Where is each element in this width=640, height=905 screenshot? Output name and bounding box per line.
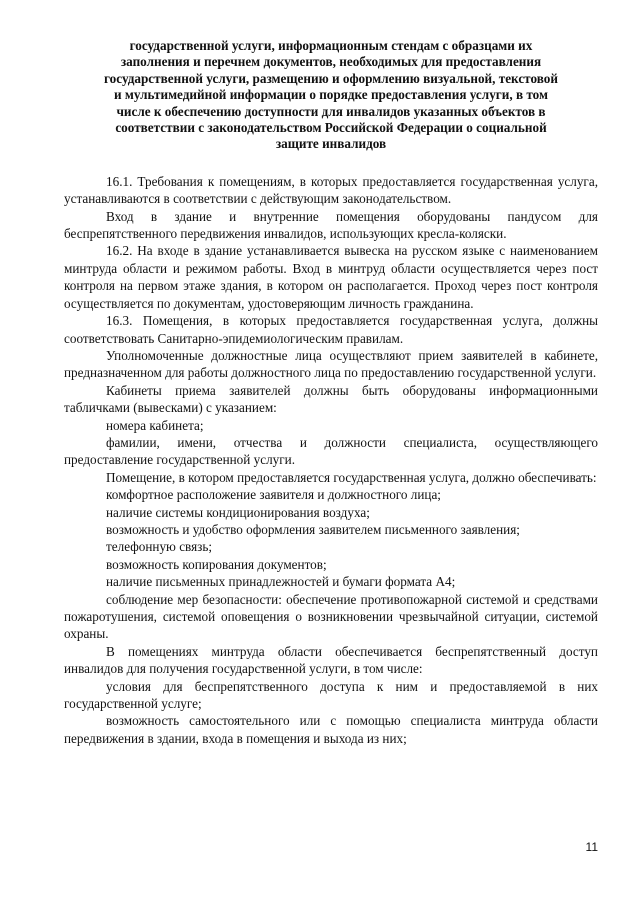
heading-line: защите инвалидов	[275, 136, 387, 152]
list-item: возможность и удобство оформления заявителем письменного заявления;	[106, 521, 520, 537]
list-item: комфортное расположение заявителя и должностного лица;	[106, 487, 441, 503]
list-item: номера кабинета;	[106, 417, 204, 433]
list-item: возможность копирования документов;	[106, 556, 327, 572]
paragraph: Уполномоченные должностные лица осуществляют прием заявителей в кабинете, предназначенном для работы должностного лица по предоставлению государственной услуги.	[64, 347, 598, 381]
list-item: телефонную связь;	[106, 539, 213, 555]
list-item: наличие системы кондиционирования воздуха;	[106, 504, 370, 520]
list-item: возможность самостоятельного или с помощью специалиста минтруда области передвижения в здании, входа в помещения и выхода из них;	[64, 713, 598, 746]
section-heading	[64, 38, 598, 153]
document-body	[64, 173, 598, 747]
heading-line: государственной услуги, информационным стендам с образцами их	[129, 38, 533, 53]
heading-line: заполнения и перечнем документов, необходимых для предоставления	[120, 54, 542, 70]
heading-line: соответствии с законодательством Российской Федерации о социальной	[115, 120, 547, 136]
paragraph-16-2: 16.2. На входе в здание устанавливается вывеска на русском языке с наименованием минтруда области и режимом работы. Вход в минтруд области осуществляется через пост контроля на первом этаже здания, в котором он располагается. Проход через пост контроля осуществляется по документам, удостоверяющим личность гражданина.	[64, 243, 598, 311]
heading-line: числе к обеспечению доступности для инвалидов указанных объектов в	[116, 103, 546, 119]
list-item: наличие письменных принадлежностей и бумаги формата А4;	[106, 574, 456, 590]
paragraph-16-3: 16.3. Помещения, в которых предоставляется государственная услуга, должны соответствовать Санитарно-эпидемиологическим правилам.	[64, 313, 598, 346]
paragraph: Помещение, в котором предоставляется государственная услуга, должно обеспечивать:	[106, 469, 597, 485]
page-number: 11	[585, 840, 598, 854]
paragraph: Кабинеты приема заявителей должны быть оборудованы информационными табличками (вывесками) с указанием:	[64, 382, 598, 416]
list-item: условия для беспрепятственного доступа к ним и предоставляемой в них государственной услуге;	[64, 678, 598, 712]
list-item: фамилии, имени, отчества и должности специалиста, осуществляющего предоставление государственной услуги.	[64, 434, 598, 468]
paragraph: В помещениях минтруда области обеспечивается беспрепятственный доступ инвалидов для получения государственной услуги, в том числе:	[64, 643, 598, 677]
heading-line: государственной услуги, размещению и оформлению визуальной, текстовой	[104, 70, 558, 86]
heading-line: и мультимедийной информации о порядке предоставления услуги, в том	[113, 87, 549, 103]
paragraph: Вход в здание и внутренние помещения оборудованы пандусом для беспрепятственного передвижения инвалидов, использующих кресла-коляски.	[64, 208, 598, 242]
paragraph-16-1: 16.1. Требования к помещениям, в которых предоставляется государственная услуга, устанавливаются в соответствии с действующим законодательством.	[64, 173, 598, 207]
list-item: соблюдение мер безопасности: обеспечение противопожарной системой и средствами пожаротушения, системой оповещения о возникновении чрезвычайной ситуации, системой охраны.	[64, 591, 598, 642]
